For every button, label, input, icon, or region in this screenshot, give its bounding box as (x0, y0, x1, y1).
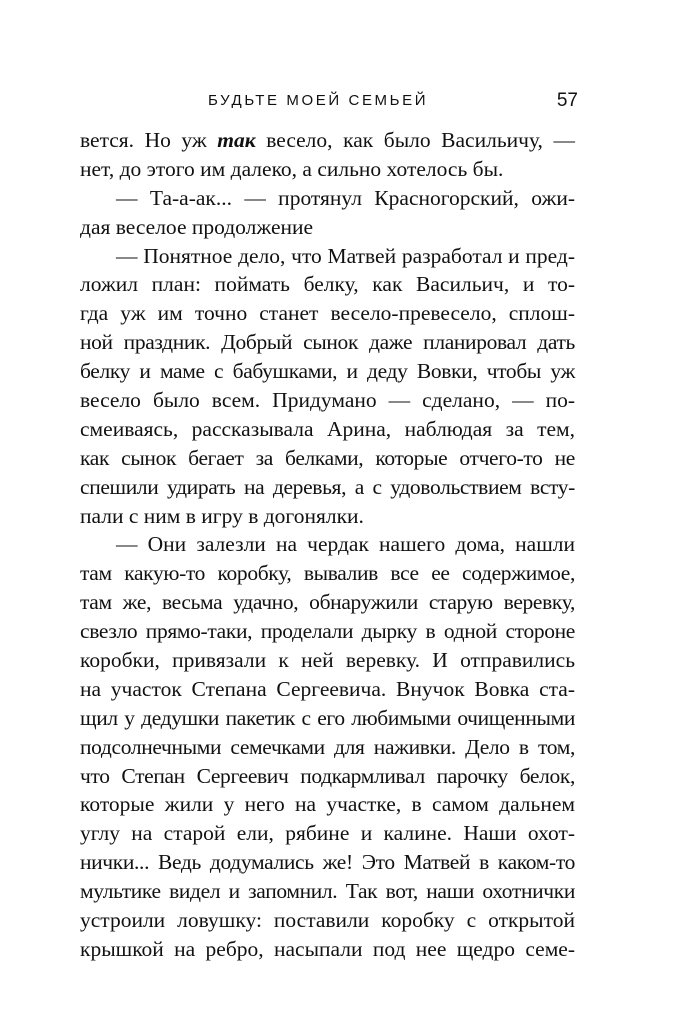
text-line: белку и маме с бабушками, и деду Вовки, чтобы уж (80, 359, 575, 384)
text-line: — Та-а-ак... — протянул Красногорский, ожи- (116, 185, 575, 210)
text-line: ной праздник. Добрый сынок даже планировал дать (80, 330, 575, 355)
body-text (80, 126, 575, 964)
text-line: на участок Степана Сергеевича. Внучок Вовка ста- (80, 676, 575, 701)
text-line: — Они залезли на чердак нашего дома, нашли (116, 532, 575, 557)
text-line: спешили удирать на деревья, а с удовольствием всту- (80, 474, 575, 499)
text-line: что Степан Сергеевич подкармливал парочку белок, (80, 763, 575, 788)
text-run: весело, как было Васильичу, — (255, 128, 575, 152)
text-run: вется. Но уж (80, 128, 218, 152)
text-line: как сынок бегает за белками, которые отчего-то не (80, 445, 575, 470)
text-line: нет, до этого им далеко, а сильно хотелось бы. (80, 156, 504, 181)
text-line: щил у дедушки пакетик с его любимыми очищенными (80, 705, 575, 730)
text-line: ложил план: поймать белку, как Васильич, и то- (80, 272, 575, 297)
text-line: смеиваясь, рассказывала Арина, наблюдая за тем, (80, 416, 575, 441)
chapter-title: БУДЬТЕ МОЕЙ СЕМЬЕЙ (208, 92, 429, 109)
text-line: свезло прямо-таки, проделали дырку в одной стороне (80, 619, 575, 644)
running-header (80, 92, 584, 116)
text-line: которые жили у него на участке, в самом дальнем (80, 792, 575, 817)
text-line: гда уж им точно станет весело-превесело, сплош- (80, 301, 575, 326)
text-line: устроили ловушку: поставили коробку с открытой (80, 908, 575, 933)
text-line: — Понятное дело, что Матвей разработал и пред- (116, 243, 575, 268)
text-line: там какую-то коробку, вывалив все ее содержимое, (80, 561, 575, 586)
text-line: там же, весьма удачно, обнаружили старую веревку, (80, 590, 575, 615)
emphasized-word: так (217, 128, 256, 152)
text-line: углу на старой ели, рябине и калине. Наши охот- (80, 821, 575, 846)
page-number: 57 (556, 90, 578, 111)
text-line: мультике видел и запомнил. Так вот, наши охотнички (80, 879, 575, 904)
text-line: весело было всем. Придумано — сделано, — по- (80, 388, 575, 413)
text-line (80, 126, 575, 155)
text-line: подсолнечными семечками для наживки. Дело в том, (80, 734, 575, 759)
text-line: пали с ним в игру в догонялки. (80, 503, 364, 528)
text-line: дая веселое продолжение (80, 214, 314, 239)
text-line: коробки, привязали к ней веревку. И отправились (80, 648, 575, 673)
text-line: нички... Ведь додумались же! Это Матвей в каком-то (80, 850, 575, 875)
text-line: крышкой на ребро, насыпали под нее щедро семе- (80, 936, 575, 961)
